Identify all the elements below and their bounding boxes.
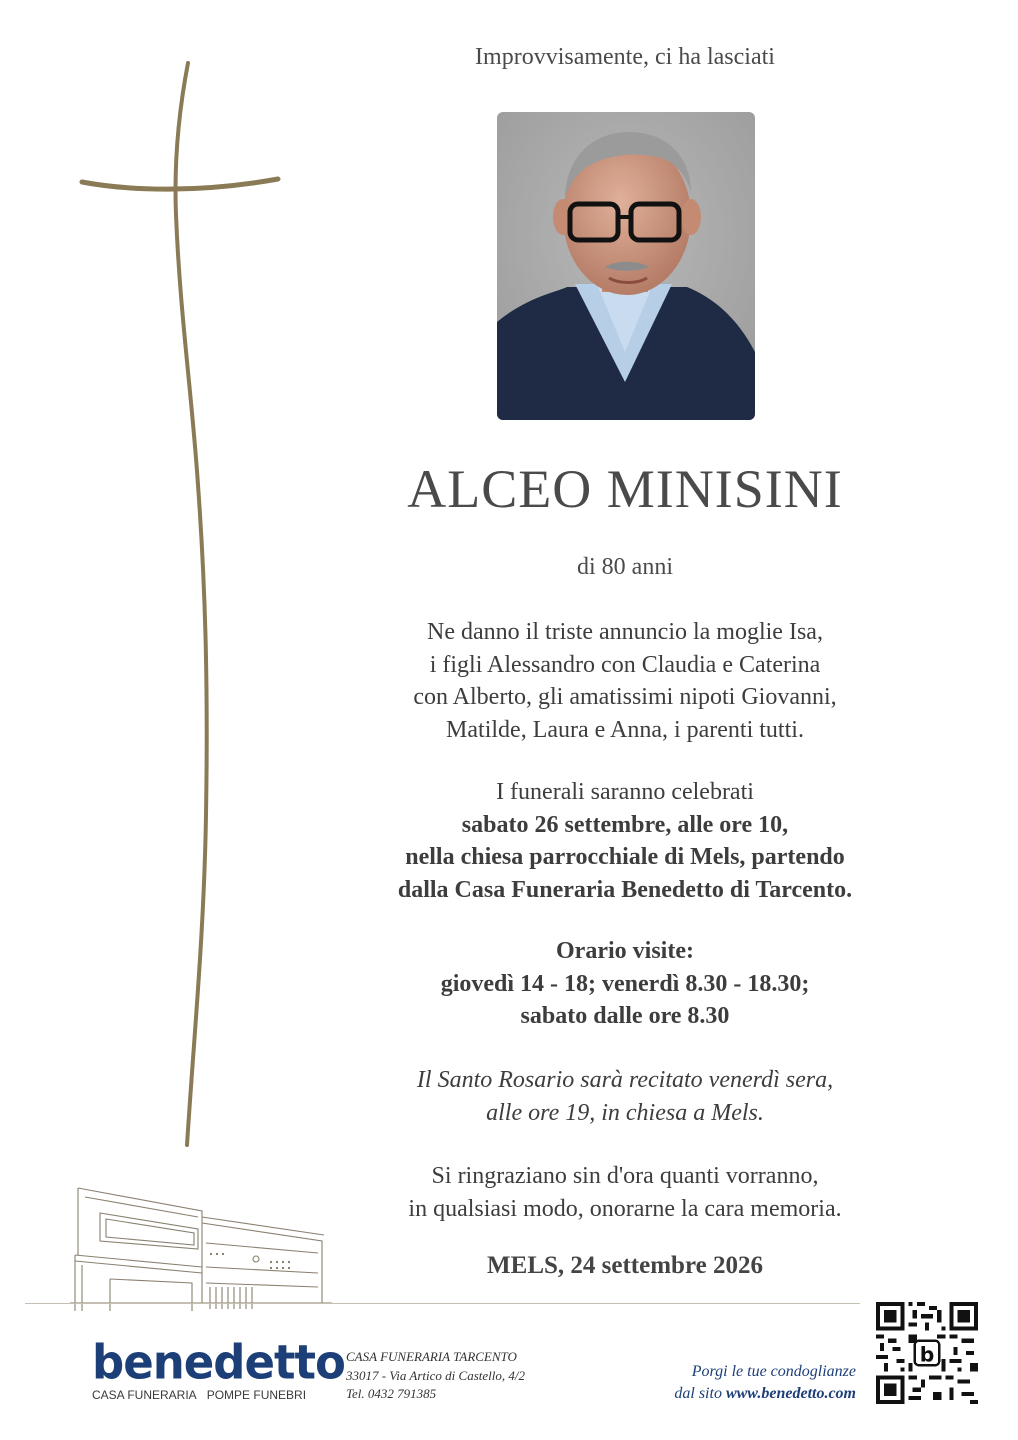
condolences-block (600, 1361, 856, 1405)
announcement-paragraph (340, 616, 910, 746)
visits-title: Orario visite: (556, 938, 694, 964)
rosary-paragraph (340, 1064, 910, 1129)
brand-logo[interactable] (92, 1334, 345, 1402)
contact-company: CASA FUNERARIA TARCENTO (346, 1349, 517, 1364)
condolences-line: Porgi le tue condoglianze (691, 1363, 856, 1380)
announcement-line: Matilde, Laura e Anna, i parenti tutti. (446, 716, 804, 743)
logo-wordmark: benedetto (92, 1334, 345, 1391)
visits-line: sabato dalle ore 8.30 (520, 1003, 730, 1029)
divider-line (25, 1303, 860, 1304)
thanks-line: in qualsiasi modo, onorarne la cara memoria. (408, 1195, 842, 1222)
thanks-line: Si ringraziano sin d'ora quanti vorranno, (431, 1163, 819, 1189)
announcement-line: i figli Alessandro con Claudia e Caterina (429, 651, 821, 678)
funeral-home-building-icon (70, 1183, 332, 1313)
portrait-photo (497, 112, 755, 420)
condolences-prefix: dal sito (674, 1385, 726, 1402)
contact-phone: Tel. 0432 791385 (346, 1386, 437, 1401)
deceased-name: ALCEO MINISINI (407, 459, 843, 519)
funeral-intro: I funerali saranno celebrati (496, 779, 754, 805)
funeral-line: dalla Casa Funeraria Benedetto di Tarcento. (397, 876, 853, 903)
cross-icon (70, 55, 290, 1155)
qr-code-icon[interactable] (876, 1302, 978, 1404)
announcement-line: con Alberto, gli amatissimi nipoti Giovanni, (413, 684, 837, 710)
logo-sub-left: CASA FUNERARIA (92, 1388, 197, 1402)
funeral-paragraph (340, 776, 910, 906)
contact-block (346, 1348, 525, 1404)
announcement-line: Ne danno il triste annuncio la moglie Isa, (427, 619, 823, 645)
logo-sub-right: POMPE FUNEBRI (206, 1388, 307, 1402)
place-date: MELS, 24 settembre 2026 (487, 1252, 763, 1279)
deceased-age: di 80 anni (577, 554, 673, 580)
svg-text:b: b (919, 1342, 935, 1367)
intro-text: Improvvisamente, ci ha lasciati (475, 44, 775, 70)
rosary-line: Il Santo Rosario sarà recitato venerdì sera, (416, 1067, 834, 1093)
funeral-line: sabato 26 settembre, alle ore 10, (461, 811, 789, 838)
funeral-line: nella chiesa parrocchiale di Mels, partendo (405, 844, 845, 870)
visits-paragraph (340, 935, 910, 1033)
thanks-paragraph (340, 1160, 910, 1225)
rosary-line: alle ore 19, in chiesa a Mels. (486, 1099, 764, 1126)
contact-address: 33017 - Via Artico di Castello, 4/2 (346, 1367, 525, 1383)
condolences-site-link[interactable]: www.benedetto.com (725, 1385, 856, 1402)
visits-line: giovedì 14 - 18; venerdì 8.30 - 18.30; (440, 970, 810, 997)
